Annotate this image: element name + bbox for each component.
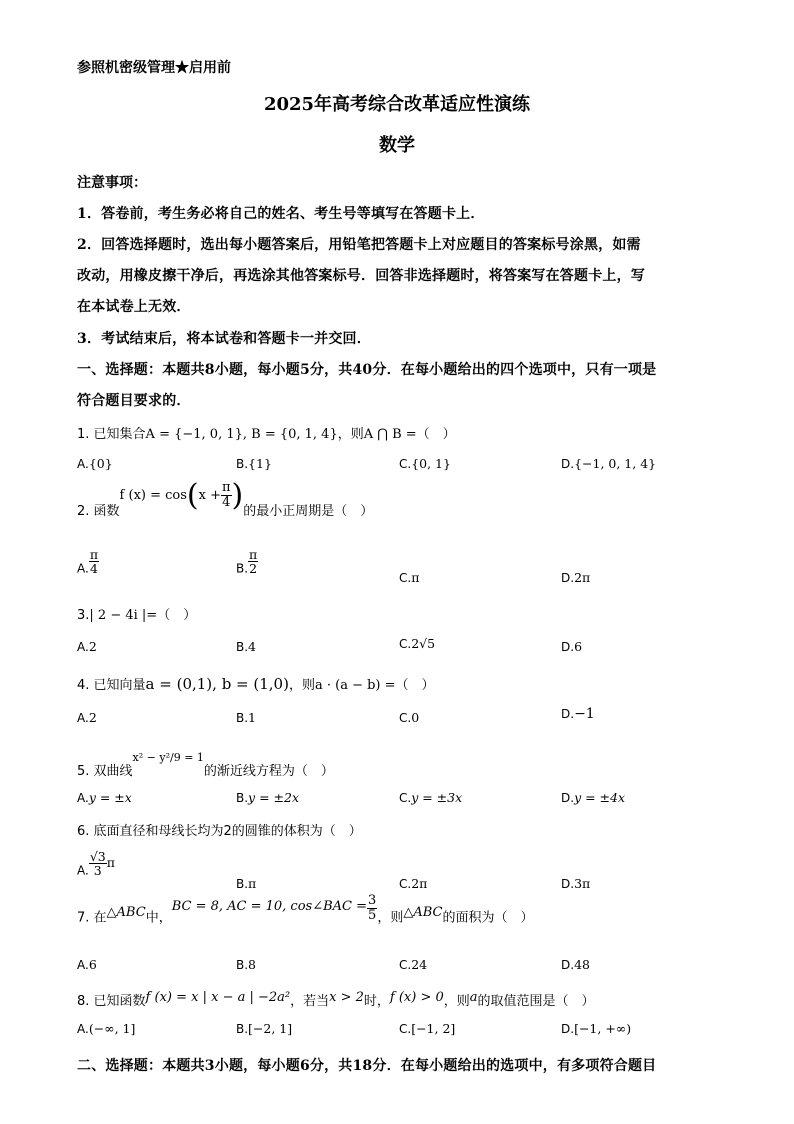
q1-option-b: B.{1} — [236, 456, 272, 471]
q6-option-b: B.π — [236, 876, 257, 891]
q5-option-d: D.y = ±4x — [561, 790, 626, 805]
question-4: 4. 已知向量a = (0,1), b = (1,0)，则a · (a − b) =（ ） — [77, 675, 435, 693]
q4-option-b: B.1 — [236, 710, 256, 725]
q6-option-d: D.3π — [561, 876, 591, 891]
confidentiality-label: 参照机密级管理★启用前 — [77, 60, 231, 76]
section1-heading-cont: 符合题目要求的． — [77, 393, 191, 409]
q1-option-d: D.{−1, 0, 1, 4} — [561, 456, 657, 471]
question-1: 1. 已知集合A = {−1, 0, 1}, B = {0, 1, 4}，则A ⋂ B =（ ） — [77, 427, 456, 442]
q6-option-c: C.2π — [399, 876, 428, 891]
note-line-5: 3．考试结束后，将本试卷和答题卡一并交回． — [77, 331, 371, 347]
note-line-3: 改动，用橡皮擦干净后，再选涂其他答案标号．回答非选择题时，将答案写在答题卡上，写 — [77, 268, 645, 284]
question-6: 6. 底面直径和母线长均为2的圆锥的体积为（ ） — [77, 824, 362, 839]
question-3: 3.| 2 − 4i |=（ ） — [77, 608, 197, 623]
q8-option-a: A.(−∞, 1] — [77, 1021, 136, 1036]
section2-heading: 二、选择题：本题共3小题，每小题6分，共18分．在每小题给出的选项中，有多项符合题目 — [77, 1058, 657, 1074]
q5-option-a: A.y = ±x — [77, 790, 132, 805]
question-5: 5. 双曲线$^{x^2 - y^2/9 = 1}$的渐近线方程为（ ） — [77, 751, 334, 779]
note-line-2: 2．回答选择题时，选出每小题答案后，用铅笔把答题卡上对应题目的答案标号涂黑，如需 — [77, 237, 641, 253]
q3-option-b: B.4 — [236, 639, 256, 654]
exam-subject: 数学 — [379, 135, 415, 156]
note-line-1: 1．答卷前，考生务必将自己的姓名、考生号等填写在答题卡上． — [77, 206, 485, 222]
q2-option-d: D.2π — [561, 570, 591, 585]
question-8: 8. 已知函数f (x) = x | x − a | −2a²，若当x > 2时，f (x) > 0，则a的取值范围是（ ） — [77, 990, 595, 1009]
q3-option-c: C.2√5 — [399, 636, 436, 651]
q8-option-c: C.[−1, 2] — [399, 1021, 456, 1036]
question-2: 2. 函数f (x) = cos(x + $\frac{\pi}{4}$ )的最小正周期是（ ） — [77, 478, 374, 519]
notes-heading: 注意事项： — [77, 175, 147, 191]
q2-option-b: B. $\frac{\pi}{2}$ — [236, 547, 258, 577]
q4-option-c: C.0 — [399, 710, 420, 725]
q3-option-a: A.2 — [77, 639, 97, 654]
q3-option-d: D.6 — [561, 639, 583, 654]
q1-option-c: C.{0, 1} — [399, 456, 451, 471]
q7-option-a: A.6 — [77, 957, 97, 972]
question-7: 7. 在△ABC中，BC = 8, AC = 10, cos∠BAC = $\frac{3}{5}$ ，则△ABC的面积为（ ） — [77, 893, 534, 926]
q7-option-d: D.48 — [561, 957, 590, 972]
q7-option-b: B.8 — [236, 957, 256, 972]
q6-option-a: A. $\frac{√3}{3}$ π — [77, 849, 115, 879]
q4-option-a: A.2 — [77, 710, 97, 725]
q5-option-c: C.y = ±3x — [399, 790, 463, 805]
q8-option-b: B.[−2, 1] — [236, 1021, 293, 1036]
exam-title: 2025年高考综合改革适应性演练 — [263, 94, 531, 115]
q7-option-c: C.24 — [399, 957, 428, 972]
note-line-4: 在本试卷上无效． — [77, 299, 191, 315]
q8-option-d: D.[−1, +∞) — [561, 1021, 632, 1036]
q2-option-c: C.π — [399, 570, 420, 585]
section1-heading: 一、选择题：本题共8小题，每小题5分，共40分．在每小题给出的四个选项中，只有一项是 — [77, 362, 657, 378]
q4-option-d: D.−1 — [561, 706, 595, 722]
q5-option-b: B.y = ±2x — [236, 790, 300, 805]
q2-option-a: A. $\frac{\pi}{4}$ — [77, 547, 99, 577]
q1-option-a: A.{0} — [77, 456, 113, 471]
